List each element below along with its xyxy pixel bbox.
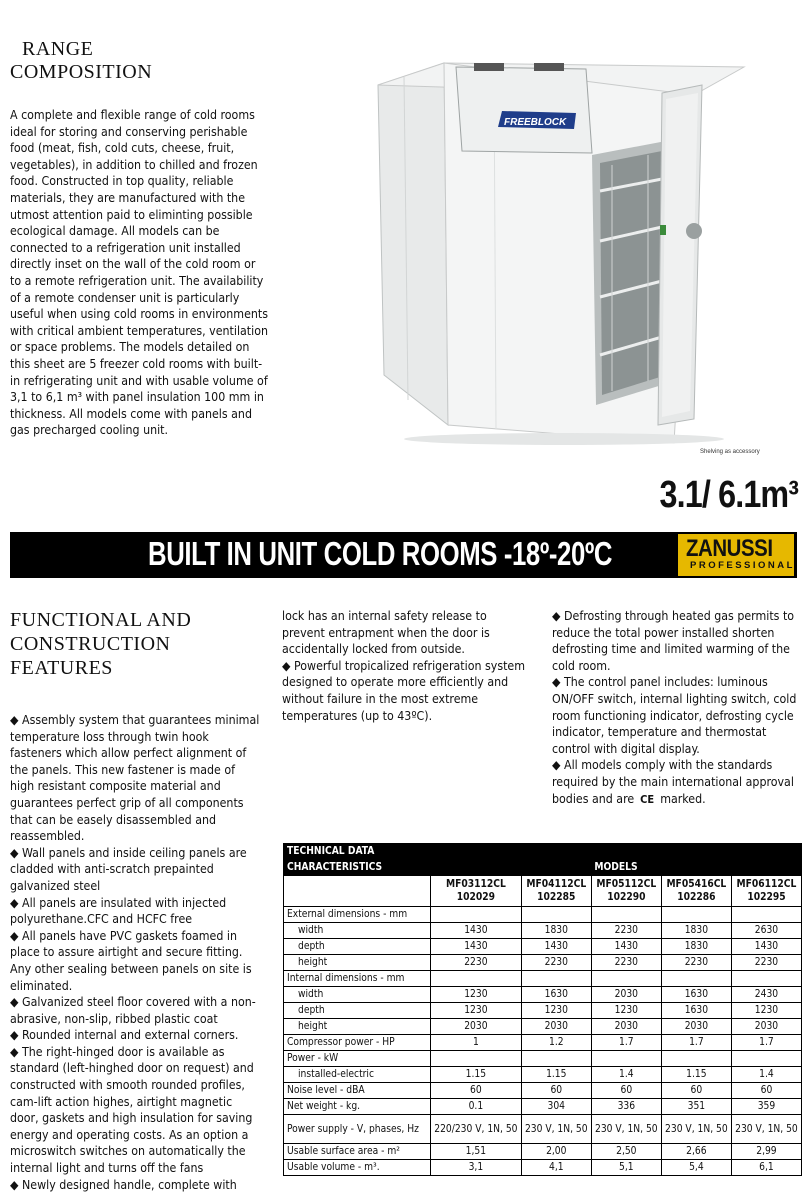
feature-item: ◆ Newly designed handle, complete with [10,1177,237,1192]
row-value: 2230 [731,955,801,971]
table-header-row [284,860,802,876]
features-title-line3: FEATURES [10,657,113,679]
row-value: 336 [591,1099,661,1115]
features-title-line2: CONSTRUCTION [10,633,171,655]
model-header-cell [661,876,731,907]
model-header-cell [431,876,522,907]
model-name: MF04112CL [526,879,587,890]
row-value: 1230 [731,1003,801,1019]
feature-item: ◆ All panels are insulated with injected polyurethane.CFC and HCFC free [10,895,227,927]
row-value: 2030 [661,1019,731,1035]
row-value: 1230 [591,1003,661,1019]
model-header-cell [591,876,661,907]
model-names-row [284,876,802,907]
range-description: A complete and flexible range of cold rooms ideal for storing and conserving perishable food (meat, fish, cold cuts, cheese, fruit, vegetables), in addition to chilled and frozen food. Constructed in top quality, reliable materials, they are manufactured with the utmost attention paid to eliminting possible ecological damage. All models can be connected to a refrigeration unit installed directly inset on the wall of the cold room or to a remote refrigeration unit. The availability of a remote condenser unit is particularly useful when using cold rooms in environments with critical ambient temperatures, ventilation or space problems. The models detailed on this sheet are 5 freezer cold rooms with built-in refrigerating unit and with usable volume of 3,1 to 6,1 m³ with panel insulation 100 mm in thickness. All models come with panels and gas precharged cooling unit. [10,108,268,438]
model-code: 102286 [677,892,716,903]
row-value: 2230 [431,955,522,971]
row-label: Noise level - dBA [284,1083,431,1099]
row-value: 5,4 [661,1160,731,1176]
row-value: 2030 [521,1019,591,1035]
row-value: 1,51 [431,1144,522,1160]
row-label: installed-electric [284,1067,431,1083]
row-label: width [284,987,431,1003]
row-value: 60 [661,1083,731,1099]
row-value: 1830 [661,923,731,939]
technical-data-table [283,843,802,1176]
range-title-line2: COMPOSITION [10,61,153,83]
row-value: 2630 [731,923,801,939]
table-row [284,1115,802,1144]
model-name: MF06112CL [736,879,797,890]
row-value: 1.15 [521,1067,591,1083]
model-header-cell [731,876,801,907]
row-label: height [284,955,431,971]
row-value: 1.4 [731,1067,801,1083]
row-value: 60 [591,1083,661,1099]
table-row [284,907,802,923]
banner-title: BUILT IN UNIT COLD ROOMS -18º-20ºC [148,535,613,572]
model-header-cell [521,876,591,907]
model-blank-cell [284,876,431,907]
row-value: 1230 [521,1003,591,1019]
ce-mark-icon: CE [640,792,655,806]
table-row [284,1051,802,1067]
row-value [731,971,801,987]
feature-item: ◆ Galvanized steel floor covered with a non-abrasive, non-slip, ribbed plastic coat [10,995,256,1026]
row-value: 1430 [731,939,801,955]
models-header: MODELS [431,860,802,876]
row-value: 1430 [591,939,661,955]
row-label: depth [284,939,431,955]
table-row [284,1067,802,1083]
row-value [591,907,661,923]
row-value: 1230 [431,987,522,1003]
row-value [431,971,522,987]
features-title-line1: FUNCTIONAL AND [10,609,192,631]
row-value [521,907,591,923]
row-label: Usable surface area - m² [284,1144,431,1160]
row-value [431,907,522,923]
row-value: 2,99 [731,1144,801,1160]
feature-item: ◆ Defrosting through heated gas permits to reduce the total power installed shorten defrosting time and limited warming of the cold room. [552,609,795,673]
range-title-line1: RANGE [22,38,94,60]
feature-item: ◆ The right-hinged door is available as standard (left-hinghed door on request) and constructed with smooth rounded profiles, cam-lift action highes, airtight magnetic door, gaskets and high insulation for saving energy and operating costs. As an option a microswitch switches on automatically the internal light and turns off the fans [10,1044,254,1176]
range-title [10,38,152,84]
row-value: 1630 [661,987,731,1003]
table-row [284,1160,802,1176]
brand-name: ZANUSSI [686,535,773,562]
table-row [284,1019,802,1035]
table-row [284,923,802,939]
row-value: 0.1 [431,1099,522,1115]
row-value: 220/230 V, 1N, 50 [431,1115,522,1144]
compliance-marked: marked. [660,791,706,806]
row-label: depth [284,1003,431,1019]
features-column-3 [552,608,800,808]
table-row [284,987,802,1003]
row-label: Power - kW [284,1051,431,1067]
row-value [661,1051,731,1067]
row-value: 2,00 [521,1144,591,1160]
row-value: 60 [431,1083,522,1099]
row-value: 1.7 [591,1035,661,1051]
volume-range: 3.1/ 6.1m³ [659,474,798,516]
row-value: 230 V, 1N, 50 [521,1115,591,1144]
row-value: 2230 [591,955,661,971]
characteristics-header: CHARACTERISTICS [284,860,431,876]
feature-item: ◆ Assembly system that guarantees minimal temperature loss through twin hook fasteners which allow perfect alignment of the panels. This new fastener is made of high resistant composite material and guarantees perfect grip of all components that can be easely disassembled and reassembled. [10,713,260,844]
row-label: height [284,1019,431,1035]
feature-item: ◆ Powerful tropicalized refrigeration system designed to operate more efficiently and without failure in the most extreme temperatures (up to 43ºC). [282,658,526,723]
brand-subtitle: PROFESSIONAL [690,560,795,571]
compliance-text: ◆ All models comply with the standards required by the main international approval bodies and are [552,758,794,806]
feature-item: ◆ Wall panels and inside ceiling panels are cladded with anti-scratch prepainted galvanized steel [10,845,247,893]
feature-item: ◆ The control panel includes: luminous ON/OFF switch, internal lighting switch, cold room functioning indicator, defrosting cycle indicator, temperature and thermostat control with digital display. [552,675,797,756]
row-label: External dimensions - mm [284,907,431,923]
row-value: 1.15 [431,1067,522,1083]
row-value: 1230 [431,1003,522,1019]
model-code: 102295 [747,892,786,903]
row-value: 5,1 [591,1160,661,1176]
row-value: 1 [431,1035,522,1051]
table-row [284,939,802,955]
feature-item: ◆ All panels have PVC gaskets foamed in place to assure airtight and secure fitting. Any other sealing between panels on site is eliminated. [10,928,252,993]
row-value: 6,1 [731,1160,801,1176]
row-value: 2230 [521,955,591,971]
row-value: 1430 [521,939,591,955]
row-value: 1.2 [521,1035,591,1051]
row-value [591,971,661,987]
model-code: 102285 [537,892,576,903]
features-column-2 [282,608,532,724]
row-value: 2030 [591,1019,661,1035]
table-row [284,1144,802,1160]
row-value: 1.7 [661,1035,731,1051]
row-value: 2,50 [591,1144,661,1160]
feature-item-compliance [552,757,800,808]
photo-caption: Shelving as accessory [700,449,760,455]
row-value: 2030 [591,987,661,1003]
table-row [284,955,802,971]
model-name: MF05112CL [596,879,657,890]
features-column-1 [10,712,262,1193]
row-value [731,1051,801,1067]
row-value: 1830 [661,939,731,955]
feature-item: ◆ Rounded internal and external corners. [10,1028,239,1043]
row-value: 2430 [731,987,801,1003]
row-value: 1830 [521,923,591,939]
table-row [284,1083,802,1099]
row-value: 1.7 [731,1035,801,1051]
model-code: 102029 [456,892,495,903]
cold-room-photo [364,55,804,450]
table-row [284,1035,802,1051]
row-value: 2030 [731,1019,801,1035]
row-value: 3,1 [431,1160,522,1176]
row-value: 2230 [591,923,661,939]
features-title [10,608,191,680]
row-label: Net weight - kg. [284,1099,431,1115]
row-label: width [284,923,431,939]
table-title: TECHNICAL DATA [284,844,802,860]
row-value [431,1051,522,1067]
model-name: MF05416CL [666,879,727,890]
row-value: 230 V, 1N, 50 [661,1115,731,1144]
row-value: 1630 [661,1003,731,1019]
table-title-row [284,844,802,860]
row-label: Power supply - V, phases, Hz [284,1115,431,1144]
unit-brand-label: FREEBLOCK [504,117,567,128]
row-value [661,907,731,923]
row-value [731,907,801,923]
row-value: 1.4 [591,1067,661,1083]
row-value: 351 [661,1099,731,1115]
row-value: 359 [731,1099,801,1115]
row-value: 1430 [431,923,522,939]
row-value: 4,1 [521,1160,591,1176]
row-value: 1.15 [661,1067,731,1083]
table-row [284,1099,802,1115]
row-value [521,971,591,987]
row-value [591,1051,661,1067]
row-label: Compressor power - HP [284,1035,431,1051]
row-value: 60 [521,1083,591,1099]
feature-item: lock has an internal safety release to prevent entrapment when the door is accidentally locked from outside. [282,609,490,657]
model-name: MF03112CL [445,879,506,890]
row-label: Internal dimensions - mm [284,971,431,987]
row-value: 2030 [431,1019,522,1035]
table-row [284,1003,802,1019]
model-code: 102290 [607,892,646,903]
row-value: 304 [521,1099,591,1115]
table-row [284,971,802,987]
row-label: Usable volume - m³. [284,1160,431,1176]
row-value: 1430 [431,939,522,955]
row-value: 230 V, 1N, 50 [591,1115,661,1144]
row-value: 2230 [661,955,731,971]
row-value: 230 V, 1N, 50 [731,1115,801,1144]
row-value: 1630 [521,987,591,1003]
row-value: 2,66 [661,1144,731,1160]
row-value [521,1051,591,1067]
row-value: 60 [731,1083,801,1099]
row-value [661,971,731,987]
